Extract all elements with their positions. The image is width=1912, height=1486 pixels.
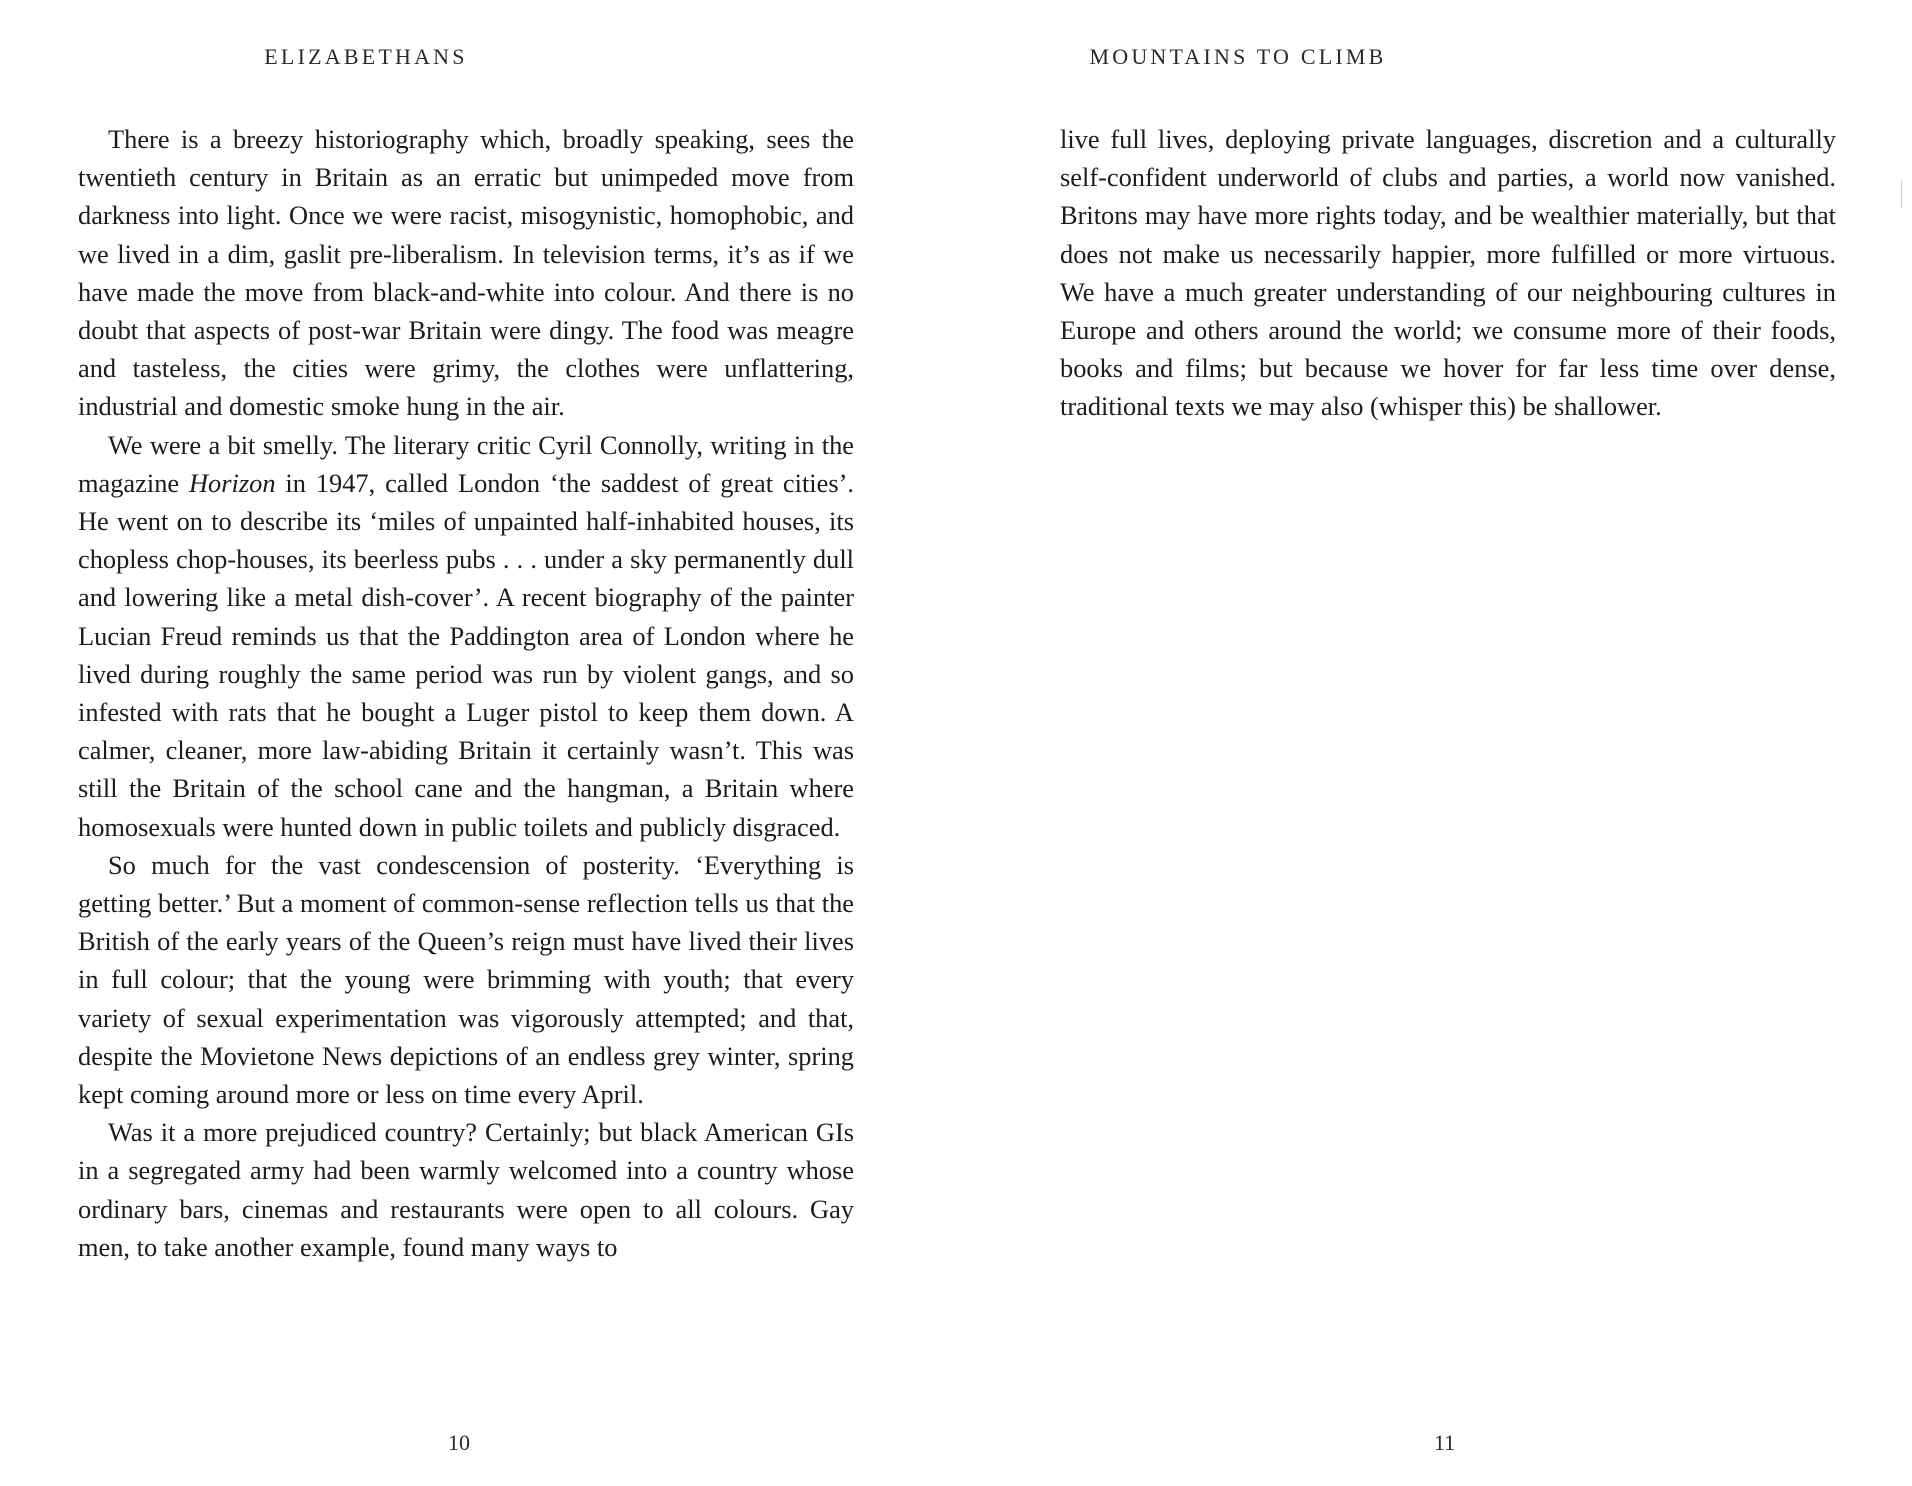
magazine-title: Horizon xyxy=(189,467,276,498)
paragraph-4: Was it a more prejudiced country? Certainly; but black American GIs in a segregated army had been warmly welcomed into a country whose ordinary bars, cinemas and restaurants were open to all colours. Gay men, to take another example, found many ways to xyxy=(78,1117,854,1262)
paragraph-3: So much for the vast condescension of posterity. ‘Everything is getting better.’ But a moment of common-sense reflection tells us that the British of the early years of the Queen’s reign must have lived their lives in full colour; that the young were brimming with youth; that every variety of sexual experimentation was vigorously attempted; and that, despite the Movietone News depictions of an endless grey winter, spring kept coming around more or less on time every April. xyxy=(78,849,854,1110)
left-body-text xyxy=(78,120,854,1266)
right-body-text xyxy=(1060,120,1836,426)
right-page-number: 11 xyxy=(1434,1430,1456,1455)
right-running-head: MOUNTAINS TO CLIMB xyxy=(1089,44,1387,69)
paragraph-2 xyxy=(78,426,854,846)
paragraph-2-text-b: in 1947, called London ‘the saddest of great cities’. He went on to describe its ‘miles of unpainted half-inhabited houses, its chopless chop-houses, its beerless pubs . . . under a sky permanently dull and lowering like a metal dish-cover’. A recent biography of the painter Lucian Freud reminds us that the Paddington area of London where he lived during roughly the same period was run by violent gangs, and so infested with rats that he bought a Luger pistol to keep them down. A calmer, cleaner, more law-abiding Britain it certainly wasn’t. This was still the Britain of the school cane and the hangman, a Britain where homosexuals were hunted down in public toilets and publicly disgraced. xyxy=(78,467,854,842)
paragraph-continued: live full lives, deploying private languages, discretion and a culturally self-confident underworld of clubs and parties, a world now vanished. Britons may have more rights today, and be wealthier materially, but that does not make us necessarily happier, more fulfilled or more virtuous. We have a much greater understanding of our neighbouring cultures in Europe and others around the world; we consume more of their foods, books and films; but because we hover for far less time over dense, traditional texts we may also (whisper this) be shallower. xyxy=(1060,124,1836,422)
left-running-head: ELIZABETHANS xyxy=(264,44,468,69)
left-page xyxy=(78,0,854,1486)
edge-mark xyxy=(1901,180,1902,208)
right-page xyxy=(1060,0,1836,1486)
paragraph-2-text-a: We were a bit smelly. The literary critic Cyril Connolly, writing in the magazine xyxy=(78,429,854,498)
left-page-number: 10 xyxy=(448,1430,470,1455)
paragraph-1: There is a breezy historiography which, broadly speaking, sees the twentieth century in Britain as an erratic but unimpeded move from darkness into light. Once we were racist, misogynistic, homophobic, and we lived in a dim, gaslit pre-liberalism. In television terms, it’s as if we have made the move from black-and-white into colour. And there is no doubt that aspects of post-war Britain were dingy. The food was meagre and tasteless, the cities were grimy, the clothes were unflattering, industrial and domestic smoke hung in the air. xyxy=(78,124,854,422)
